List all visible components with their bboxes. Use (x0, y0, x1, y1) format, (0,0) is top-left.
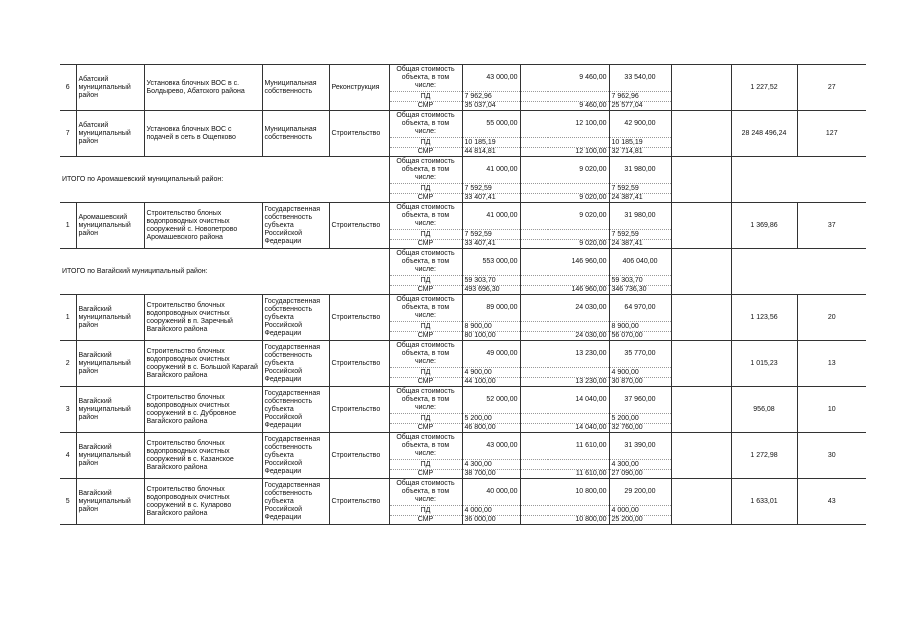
work-type: Строительство (329, 479, 389, 525)
smr-spacer (520, 240, 548, 249)
capacity: 30 (797, 433, 866, 479)
cost-share-2: 64 970,00 (609, 295, 671, 322)
cost-label-pd: ПД (389, 506, 462, 516)
ownership: Государственная собственность субъекта Российской Федерации (262, 387, 329, 433)
pd-spacer (520, 506, 548, 516)
smr-total: 33 407,41 (462, 240, 520, 249)
cost-share-1: 24 030,00 (548, 295, 609, 322)
unit-cost: 956,08 (731, 387, 797, 433)
pd-share-2: 4 900,00 (609, 368, 671, 378)
unit-cost: 1 123,56 (731, 295, 797, 341)
empty-cell (671, 249, 731, 295)
cost-share-1: 146 960,00 (548, 249, 609, 276)
cost-total: 40 000,00 (462, 479, 520, 506)
cost-label-smr: СМР (389, 332, 462, 341)
cost-label-total: Общая стоимость объекта, в том числе: (389, 111, 462, 138)
smr-total: 80 100,00 (462, 332, 520, 341)
pd-share-1 (548, 184, 609, 194)
pd-total: 4 900,00 (462, 368, 520, 378)
pd-share-1 (548, 230, 609, 240)
pd-spacer (520, 460, 548, 470)
total-row (60, 157, 866, 184)
cost-share-2: 31 980,00 (609, 157, 671, 184)
cost-total: 41 000,00 (462, 203, 520, 230)
pd-share-2: 4 000,00 (609, 506, 671, 516)
cost-total: 52 000,00 (462, 387, 520, 414)
cost-share-2: 37 960,00 (609, 387, 671, 414)
smr-share-1: 24 030,00 (548, 332, 609, 341)
object-row (60, 341, 866, 368)
object-name: Строительство блочных водопроводных очистных сооружений в с. Большой Карагай Вагайского района (144, 341, 262, 387)
empty-cell (671, 341, 731, 387)
pd-spacer (520, 276, 548, 286)
cost-spacer (520, 387, 548, 414)
unit-cost: 1 369,86 (731, 203, 797, 249)
object-name: Строительство блочных водопроводных очистных сооружений в с. Казанское Вагайского района (144, 433, 262, 479)
smr-share-2: 24 387,41 (609, 240, 671, 249)
smr-share-2: 25 200,00 (609, 516, 671, 525)
pd-total: 5 200,00 (462, 414, 520, 424)
smr-share-2: 56 070,00 (609, 332, 671, 341)
cost-spacer (520, 65, 548, 92)
district-name: Аромашевский муниципальный район (76, 203, 144, 249)
pd-total: 59 303,70 (462, 276, 520, 286)
work-type: Строительство (329, 295, 389, 341)
pd-total: 4 000,00 (462, 506, 520, 516)
unit-cost: 1 272,98 (731, 433, 797, 479)
pd-share-1 (548, 322, 609, 332)
work-type: Строительство (329, 433, 389, 479)
cost-share-2: 42 900,00 (609, 111, 671, 138)
pd-share-2: 4 300,00 (609, 460, 671, 470)
cost-spacer (520, 479, 548, 506)
cost-label-total: Общая стоимость объекта, в том числе: (389, 479, 462, 506)
ownership: Муниципальная собственность (262, 65, 329, 111)
cost-share-2: 406 040,00 (609, 249, 671, 276)
row-number: 1 (60, 295, 76, 341)
cost-label-smr: СМР (389, 378, 462, 387)
object-name: Установка блочных ВОС с подачей в сеть в Ощепково (144, 111, 262, 157)
cost-total: 41 000,00 (462, 157, 520, 184)
row-number: 2 (60, 341, 76, 387)
smr-total: 36 000,00 (462, 516, 520, 525)
object-row (60, 387, 866, 414)
capacity: 43 (797, 479, 866, 525)
work-type: Строительство (329, 111, 389, 157)
cost-spacer (520, 203, 548, 230)
cost-label-pd: ПД (389, 138, 462, 148)
capacity: 37 (797, 203, 866, 249)
smr-total: 493 696,30 (462, 286, 520, 295)
smr-share-1: 10 800,00 (548, 516, 609, 525)
smr-spacer (520, 424, 548, 433)
ownership: Государственная собственность субъекта Российской Федерации (262, 479, 329, 525)
smr-share-2: 24 387,41 (609, 194, 671, 203)
empty-cell (671, 387, 731, 433)
smr-spacer (520, 102, 548, 111)
smr-share-1: 12 100,00 (548, 148, 609, 157)
unit-cost: 1 227,52 (731, 65, 797, 111)
smr-share-1: 14 040,00 (548, 424, 609, 433)
pd-share-1 (548, 276, 609, 286)
pd-spacer (520, 230, 548, 240)
cost-label-smr: СМР (389, 286, 462, 295)
cost-total: 49 000,00 (462, 341, 520, 368)
capacity: 20 (797, 295, 866, 341)
smr-spacer (520, 516, 548, 525)
pd-total: 7 592,59 (462, 184, 520, 194)
cost-label-smr: СМР (389, 240, 462, 249)
cost-label-pd: ПД (389, 460, 462, 470)
empty-cell (731, 157, 866, 203)
row-number: 7 (60, 111, 76, 157)
cost-label-smr: СМР (389, 148, 462, 157)
cost-spacer (520, 111, 548, 138)
smr-share-2: 25 577,04 (609, 102, 671, 111)
smr-share-2: 346 736,30 (609, 286, 671, 295)
ownership: Государственная собственность субъекта Российской Федерации (262, 295, 329, 341)
capacity: 13 (797, 341, 866, 387)
pd-spacer (520, 92, 548, 102)
row-number: 3 (60, 387, 76, 433)
pd-total: 4 300,00 (462, 460, 520, 470)
pd-spacer (520, 414, 548, 424)
empty-cell (671, 295, 731, 341)
smr-spacer (520, 378, 548, 387)
row-number: 6 (60, 65, 76, 111)
smr-share-2: 27 090,00 (609, 470, 671, 479)
pd-spacer (520, 138, 548, 148)
cost-spacer (520, 249, 548, 276)
pd-share-2: 10 185,19 (609, 138, 671, 148)
work-type: Строительство (329, 341, 389, 387)
smr-share-1: 11 610,00 (548, 470, 609, 479)
pd-total: 8 900,00 (462, 322, 520, 332)
cost-total: 43 000,00 (462, 65, 520, 92)
cost-share-1: 9 020,00 (548, 203, 609, 230)
cost-label-total: Общая стоимость объекта, в том числе: (389, 433, 462, 460)
empty-cell (671, 479, 731, 525)
ownership: Государственная собственность субъекта Российской Федерации (262, 341, 329, 387)
unit-cost: 28 248 496,24 (731, 111, 797, 157)
object-name: Строительство блочных водопроводных очистных сооружений в п. Заречный Вагайского района (144, 295, 262, 341)
total-title: ИТОГО по Аромашевский муниципальный район: (60, 157, 389, 203)
object-row (60, 111, 866, 138)
unit-cost: 1 015,23 (731, 341, 797, 387)
cost-total: 43 000,00 (462, 433, 520, 460)
ownership: Государственная собственность субъекта Российской Федерации (262, 433, 329, 479)
cost-share-2: 33 540,00 (609, 65, 671, 92)
smr-spacer (520, 194, 548, 203)
district-name: Вагайский муниципальный район (76, 295, 144, 341)
cost-share-2: 35 770,00 (609, 341, 671, 368)
total-title: ИТОГО по Вагайский муниципальный район: (60, 249, 389, 295)
object-name: Строительство блочных водопроводных очистных сооружений в с. Куларово Вагайского района (144, 479, 262, 525)
cost-label-total: Общая стоимость объекта, в том числе: (389, 249, 462, 276)
ownership: Муниципальная собственность (262, 111, 329, 157)
cost-share-1: 12 100,00 (548, 111, 609, 138)
cost-label-total: Общая стоимость объекта, в том числе: (389, 387, 462, 414)
pd-total: 7 592,59 (462, 230, 520, 240)
pd-total: 7 962,96 (462, 92, 520, 102)
cost-label-pd: ПД (389, 92, 462, 102)
cost-share-1: 14 040,00 (548, 387, 609, 414)
pd-share-1 (548, 460, 609, 470)
pd-share-2: 8 900,00 (609, 322, 671, 332)
investment-table (60, 64, 866, 525)
smr-total: 44 100,00 (462, 378, 520, 387)
cost-label-pd: ПД (389, 184, 462, 194)
pd-share-2: 5 200,00 (609, 414, 671, 424)
cost-share-2: 31 980,00 (609, 203, 671, 230)
cost-label-total: Общая стоимость объекта, в том числе: (389, 65, 462, 92)
cost-share-1: 13 230,00 (548, 341, 609, 368)
cost-label-smr: СМР (389, 102, 462, 111)
smr-share-1: 9 020,00 (548, 194, 609, 203)
cost-label-total: Общая стоимость объекта, в том числе: (389, 341, 462, 368)
smr-share-2: 30 870,00 (609, 378, 671, 387)
district-name: Абатский муниципальный район (76, 65, 144, 111)
district-name: Вагайский муниципальный район (76, 433, 144, 479)
cost-label-pd: ПД (389, 414, 462, 424)
cost-label-smr: СМР (389, 470, 462, 479)
pd-total: 10 185,19 (462, 138, 520, 148)
cost-share-1: 10 800,00 (548, 479, 609, 506)
work-type: Строительство (329, 387, 389, 433)
capacity: 10 (797, 387, 866, 433)
object-row (60, 203, 866, 230)
capacity: 127 (797, 111, 866, 157)
object-row (60, 479, 866, 506)
cost-share-1: 9 020,00 (548, 157, 609, 184)
cost-total: 55 000,00 (462, 111, 520, 138)
smr-spacer (520, 148, 548, 157)
empty-cell (671, 157, 731, 203)
smr-share-2: 32 760,00 (609, 424, 671, 433)
work-type: Строительство (329, 203, 389, 249)
unit-cost: 1 633,01 (731, 479, 797, 525)
smr-share-2: 32 714,81 (609, 148, 671, 157)
smr-share-1: 9 460,00 (548, 102, 609, 111)
pd-share-2: 7 962,96 (609, 92, 671, 102)
object-row (60, 295, 866, 322)
cost-label-smr: СМР (389, 194, 462, 203)
empty-cell (671, 65, 731, 111)
pd-share-1 (548, 506, 609, 516)
smr-spacer (520, 286, 548, 295)
cost-total: 553 000,00 (462, 249, 520, 276)
smr-total: 46 800,00 (462, 424, 520, 433)
ownership: Государственная собственность субъекта Российской Федерации (262, 203, 329, 249)
smr-total: 44 814,81 (462, 148, 520, 157)
row-number: 5 (60, 479, 76, 525)
district-name: Вагайский муниципальный район (76, 479, 144, 525)
empty-cell (671, 111, 731, 157)
cost-label-pd: ПД (389, 322, 462, 332)
pd-spacer (520, 368, 548, 378)
smr-share-1: 146 960,00 (548, 286, 609, 295)
cost-share-2: 31 390,00 (609, 433, 671, 460)
smr-total: 33 407,41 (462, 194, 520, 203)
cost-label-smr: СМР (389, 424, 462, 433)
object-name: Установка блочных ВОС в с. Болдырево, Абатского района (144, 65, 262, 111)
pd-share-1 (548, 414, 609, 424)
pd-spacer (520, 322, 548, 332)
cost-share-1: 11 610,00 (548, 433, 609, 460)
total-row (60, 249, 866, 276)
cost-label-total: Общая стоимость объекта, в том числе: (389, 295, 462, 322)
cost-label-pd: ПД (389, 276, 462, 286)
pd-share-1 (548, 92, 609, 102)
cost-label-total: Общая стоимость объекта, в том числе: (389, 157, 462, 184)
cost-spacer (520, 295, 548, 322)
smr-spacer (520, 470, 548, 479)
smr-total: 38 700,00 (462, 470, 520, 479)
pd-share-1 (548, 368, 609, 378)
smr-share-1: 9 020,00 (548, 240, 609, 249)
row-number: 4 (60, 433, 76, 479)
cost-spacer (520, 433, 548, 460)
pd-share-2: 7 592,59 (609, 184, 671, 194)
pd-share-2: 59 303,70 (609, 276, 671, 286)
capacity: 27 (797, 65, 866, 111)
cost-spacer (520, 157, 548, 184)
empty-cell (671, 203, 731, 249)
work-type: Реконструкция (329, 65, 389, 111)
cost-label-smr: СМР (389, 516, 462, 525)
empty-cell (671, 433, 731, 479)
object-row (60, 433, 866, 460)
smr-total: 35 037,04 (462, 102, 520, 111)
row-number: 1 (60, 203, 76, 249)
pd-share-2: 7 592,59 (609, 230, 671, 240)
object-name: Строительство блоных водопроводных очистных сооружений с. Новопетрово Аромашевского района (144, 203, 262, 249)
cost-total: 89 000,00 (462, 295, 520, 322)
cost-label-total: Общая стоимость объекта, в том числе: (389, 203, 462, 230)
district-name: Абатский муниципальный район (76, 111, 144, 157)
object-name: Строительство блочных водопроводных очистных сооружений в с. Дубровное Вагайского района (144, 387, 262, 433)
pd-share-1 (548, 138, 609, 148)
pd-spacer (520, 184, 548, 194)
district-name: Вагайский муниципальный район (76, 341, 144, 387)
smr-share-1: 13 230,00 (548, 378, 609, 387)
cost-spacer (520, 341, 548, 368)
cost-share-1: 9 460,00 (548, 65, 609, 92)
smr-spacer (520, 332, 548, 341)
object-row (60, 65, 866, 92)
empty-cell (731, 249, 866, 295)
cost-share-2: 29 200,00 (609, 479, 671, 506)
cost-label-pd: ПД (389, 368, 462, 378)
district-name: Вагайский муниципальный район (76, 387, 144, 433)
cost-label-pd: ПД (389, 230, 462, 240)
